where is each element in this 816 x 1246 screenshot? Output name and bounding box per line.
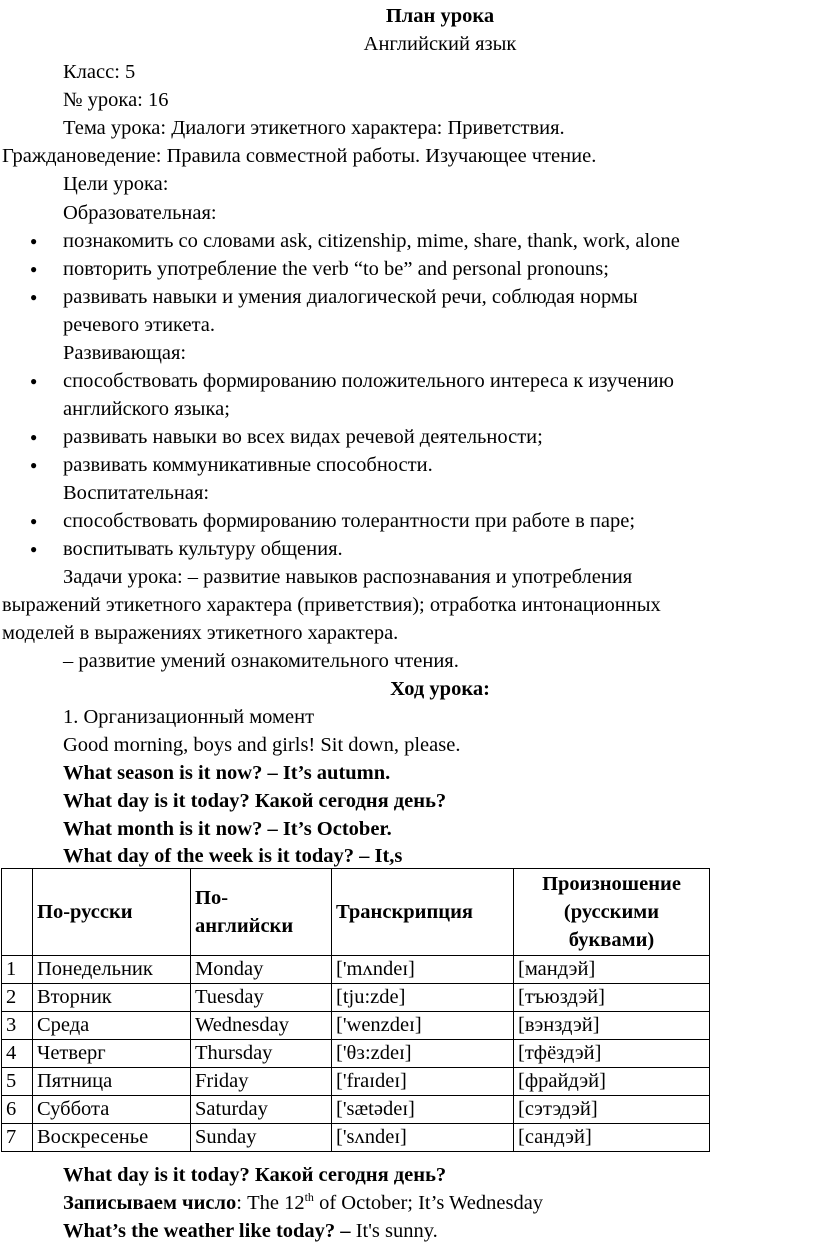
bullet-icon: ● (30, 430, 38, 444)
lesson-heading: Ход урока: (390, 678, 490, 700)
question-day: What day is it today? Какой сегодня день? (63, 790, 447, 812)
upbringing-item-1: способствовать формированию толерантности при работе в паре; (63, 510, 636, 532)
day-transcription: [tju:zde] (332, 984, 514, 1012)
day-english: Friday (191, 1068, 332, 1096)
header-english (191, 869, 332, 956)
day-pronunciation: [тфёздэй] (514, 1040, 710, 1068)
row-number: 2 (2, 984, 33, 1012)
date-line (63, 1189, 543, 1217)
day-english: Sunday (191, 1124, 332, 1152)
table-row (2, 956, 710, 984)
header-pronunciation-line-2: (русскими (563, 901, 660, 923)
weather-question: What’s the weather like today? – (63, 1220, 351, 1242)
educational-item-1: познакомить со словами ask, citizenship, mime, share, thank, work, alone (63, 230, 680, 252)
date-text-post: of October; It’s Wednesday (313, 1192, 544, 1214)
lesson-step-1: 1. Организационный момент (63, 706, 315, 728)
bullet-icon: ● (30, 542, 38, 556)
topic-line-2: Граждановедение: Правила совместной работы. Изучающее чтение. (2, 145, 597, 167)
day-english: Wednesday (191, 1012, 332, 1040)
upbringing-item-2: воспитывать культуру общения. (63, 538, 343, 560)
header-transcription: Транскрипция (332, 869, 514, 956)
day-english: Saturday (191, 1096, 332, 1124)
question-season: What season is it now? – It’s autumn. (63, 762, 391, 784)
question-weekday: What day of the week is it today? – It,s (63, 845, 403, 867)
day-transcription: ['sʌndeɪ] (332, 1124, 514, 1152)
upbringing-heading: Воспитательная: (63, 482, 210, 504)
day-transcription: ['fraɪdeɪ] (332, 1068, 514, 1096)
header-russian: По-русски (33, 869, 191, 956)
table-header-row (2, 869, 710, 956)
weather-answer: It's sunny. (350, 1220, 438, 1242)
bullet-icon: ● (30, 514, 38, 528)
tasks-line-2: выражений этикетного характера (приветствия); отработка интонационных (2, 594, 661, 616)
subject-line: Английский язык (363, 33, 517, 55)
topic-line-1: Тема урока: Диалоги этикетного характера: Приветствия. (63, 117, 565, 139)
table-row (2, 1040, 710, 1068)
date-label: Записываем число (63, 1192, 237, 1214)
day-english: Tuesday (191, 984, 332, 1012)
day-russian: Воскресенье (33, 1124, 191, 1152)
educational-item-3: развивать навыки и умения диалогической речи, соблюдая нормы (63, 286, 638, 308)
header-english-line-1: По- (195, 887, 229, 909)
day-pronunciation: [сандэй] (514, 1124, 710, 1152)
day-russian: Понедельник (33, 956, 191, 984)
weather-line (63, 1217, 438, 1245)
row-number: 3 (2, 1012, 33, 1040)
table-row (2, 1068, 710, 1096)
educational-item-2: повторить употребление the verb “to be” and personal pronouns; (63, 258, 609, 280)
day-transcription: ['θɜ:zdeɪ] (332, 1040, 514, 1068)
day-pronunciation: [сэтэдэй] (514, 1096, 710, 1124)
day-pronunciation: [фрайдэй] (514, 1068, 710, 1096)
date-text-pre: : The 12 (236, 1192, 305, 1214)
greeting-line: Good morning, boys and girls! Sit down, please. (63, 734, 461, 756)
bullet-icon: ● (30, 374, 38, 388)
day-transcription: ['sætədeɪ] (332, 1096, 514, 1124)
row-number: 6 (2, 1096, 33, 1124)
row-number: 7 (2, 1124, 33, 1152)
table-row (2, 1012, 710, 1040)
day-pronunciation: [вэнздэй] (514, 1012, 710, 1040)
bullet-icon: ● (30, 458, 38, 472)
goals-heading: Цели урока: (63, 173, 169, 195)
row-number: 1 (2, 956, 33, 984)
day-russian: Суббота (33, 1096, 191, 1124)
table-row (2, 1124, 710, 1152)
table-row (2, 984, 710, 1012)
developmental-item-1-cont: английского языка; (63, 398, 230, 420)
header-english-line-2: английски (195, 915, 294, 937)
day-pronunciation: [мандэй] (514, 956, 710, 984)
document-title: План урока (385, 5, 495, 27)
day-transcription: ['mʌndeɪ] (332, 956, 514, 984)
tasks-line-1: Задачи урока: – развитие навыков распознавания и употребления (63, 566, 633, 588)
grade-line: Класс: 5 (63, 61, 136, 83)
educational-item-3-cont: речевого этикета. (63, 314, 216, 336)
table-row (2, 1096, 710, 1124)
developmental-item-2: развивать навыки во всех видах речевой деятельности; (63, 426, 543, 448)
day-russian: Пятница (33, 1068, 191, 1096)
tasks-line-4: – развитие умений ознакомительного чтения. (63, 650, 459, 672)
header-pronunciation-line-1: Произношение (542, 873, 681, 895)
header-pronunciation-line-3: буквами) (568, 929, 655, 951)
day-russian: Среда (33, 1012, 191, 1040)
day-transcription: ['wenzdeɪ] (332, 1012, 514, 1040)
header-number (2, 869, 33, 956)
header-pronunciation (514, 869, 710, 956)
developmental-item-3: развивать коммуникативные способности. (63, 454, 433, 476)
days-of-week-table (1, 868, 710, 1152)
row-number: 4 (2, 1040, 33, 1068)
date-ordinal-suffix: th (304, 1190, 314, 1205)
row-number: 5 (2, 1068, 33, 1096)
day-english: Monday (191, 956, 332, 984)
educational-heading: Образовательная: (63, 202, 217, 224)
day-english: Thursday (191, 1040, 332, 1068)
day-pronunciation: [тъюздэй] (514, 984, 710, 1012)
tasks-line-3: моделей в выражениях этикетного характера. (2, 622, 399, 644)
lesson-number-line: № урока: 16 (63, 89, 169, 111)
developmental-item-1: способствовать формированию положительного интереса к изучению (63, 370, 674, 392)
question-day-after-table: What day is it today? Какой сегодня день? (63, 1164, 447, 1186)
bullet-icon: ● (30, 290, 38, 304)
bullet-icon: ● (30, 262, 38, 276)
developmental-heading: Развивающая: (63, 342, 187, 364)
question-month: What month is it now? – It’s October. (63, 818, 392, 840)
bullet-icon: ● (30, 234, 38, 248)
day-russian: Четверг (33, 1040, 191, 1068)
day-russian: Вторник (33, 984, 191, 1012)
